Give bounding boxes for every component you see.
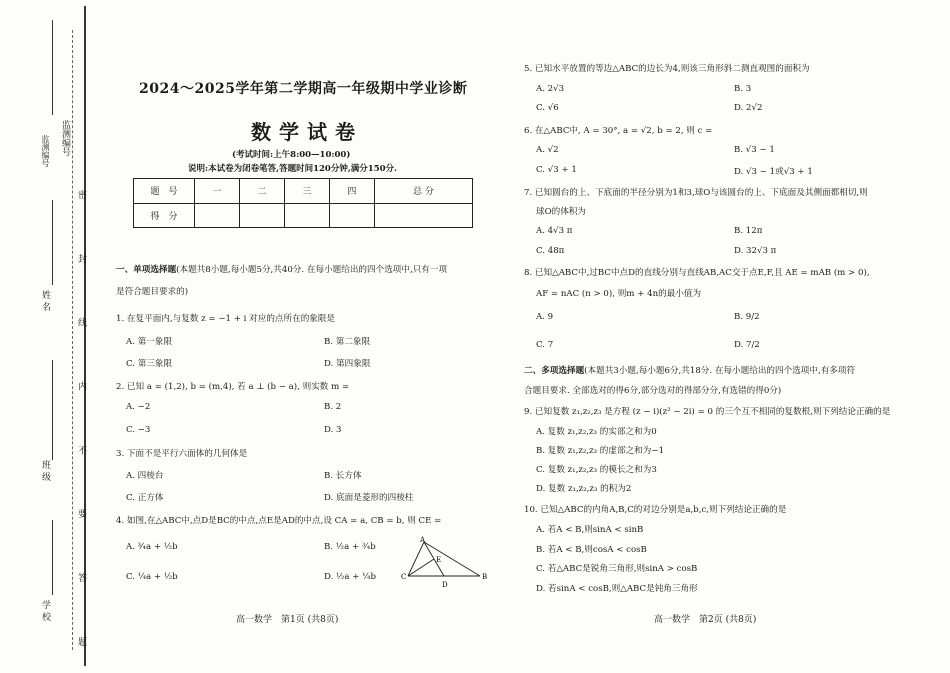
q8-stem: 8. 已知△ABC中,过BC中点D的直线分别与直线AB,AC交于点E,F,且 AE = mAB (m > 0),	[524, 268, 870, 278]
q10-stem: 10. 已知△ABC的内角A,B,C的对边分别是a,b,c,则下列结论正确的是	[524, 505, 787, 515]
score-cell[interactable]	[239, 203, 284, 228]
q4-option-c: C. ¼a + ½b	[126, 572, 178, 582]
score-table	[133, 178, 473, 228]
q10-option-c: C. 若△ABC是锐角三角形,则sinA > cosB	[536, 564, 698, 574]
monitor-field-label: 监测编号	[41, 135, 50, 167]
label-b: B	[482, 573, 488, 581]
q5-option-a: A. 2√3	[536, 84, 565, 94]
q5-option-b: B. 3	[734, 84, 752, 94]
table-cell: 总 分	[374, 179, 472, 204]
paper-title: 数学试卷	[251, 120, 363, 144]
table-cell: 得 分	[134, 203, 195, 228]
class-line	[52, 360, 53, 460]
q6-option-c: C. √3 + 1	[536, 165, 577, 175]
q1-option-d: D. 第四象限	[324, 359, 371, 369]
monitor-number-label: 监测编号	[60, 120, 70, 156]
q1-stem: 1. 在复平面内,与复数 z = −1 + i 对应的点所在的象限是	[116, 314, 336, 324]
q7-option-c: C. 48π	[536, 246, 565, 256]
q3-stem: 3. 下面不是平行六面体的几何体是	[116, 449, 248, 459]
school-line	[52, 520, 53, 595]
score-cell[interactable]	[284, 203, 329, 228]
q1-option-a: A. 第一象限	[126, 337, 173, 347]
q10-option-d: D. 若sinA < cosB,则△ABC是钝角三角形	[536, 584, 698, 594]
table-cell: 二	[239, 179, 284, 204]
q4-option-a: A. ¾a + ½b	[126, 542, 178, 552]
q7-stem-cont: 球O的体积为	[536, 207, 587, 217]
school-label: 学 校	[40, 600, 50, 621]
label-e: E	[436, 556, 442, 564]
q2-option-c: C. −3	[126, 425, 151, 435]
table-cell: 一	[195, 179, 240, 204]
footer-page1: 高一数学 第1页 (共8页)	[236, 615, 339, 625]
q10-option-a: A. 若A < B,则sinA < sinB	[536, 525, 644, 535]
q8-option-b: B. 9/2	[734, 312, 760, 322]
q10-option-b: B. 若A < B,则cosA < cosB	[536, 545, 647, 555]
score-cell[interactable]	[374, 203, 472, 228]
q7-option-b: B. 12π	[734, 226, 763, 236]
label-a: A	[420, 536, 426, 544]
triangle-figure	[398, 534, 490, 590]
q8-stem-cont: AF = nAC (n > 0), 则m + 4n的最小值为	[536, 289, 702, 299]
name-line	[52, 200, 53, 285]
q6-option-b: B. √3 − 1	[734, 145, 775, 155]
score-table-header-row	[134, 179, 473, 204]
section2-heading: 二、多项选择题(本题共3小题,每小题6分,共18分. 在每小题给出的四个选项中,有多项符	[524, 366, 856, 376]
monitor-number-line	[52, 20, 53, 115]
seal-line	[72, 30, 73, 650]
q7-option-d: D. 32√3 π	[734, 246, 777, 256]
q3-option-b: B. 长方体	[324, 471, 362, 481]
table-cell: 四	[329, 179, 374, 204]
q2-option-d: D. 3	[324, 425, 342, 435]
q3-option-d: D. 底面是菱形的四棱柱	[324, 493, 414, 503]
q6-option-a: A. √2	[536, 145, 559, 155]
q7-option-a: A. 4√3 π	[536, 226, 573, 236]
no-answer-notice: 密 封 线 内 不 要 答 题	[76, 190, 86, 673]
section2-desc-cont: 合题目要求. 全部选对的得6分,部分选对的得部分分,有选错的得0分)	[524, 386, 782, 396]
q5-option-d: D. 2√2	[734, 103, 763, 113]
q6-option-d: D. √3 − 1或√3 + 1	[734, 167, 813, 177]
q8-option-d: D. 7/2	[734, 340, 760, 350]
q6-stem: 6. 在△ABC中, A = 30°, a = √2, b = 2, 则 c =	[524, 126, 713, 136]
q9-option-a: A. 复数 z₁,z₂,z₃ 的实部之和为0	[536, 427, 657, 437]
q1-option-c: C. 第三象限	[126, 359, 173, 369]
footer-page2: 高一数学 第2页 (共8页)	[654, 615, 757, 625]
q9-stem: 9. 已知复数 z₁,z₂,z₃ 是方程 (z − i)(z² − 2i) = 0 的三个互不相同的复数根,则下列结论正确的是	[524, 407, 891, 417]
section1-heading: 一、单项选择题(本题共8小题,每小题5分,共40分. 在每小题给出的四个选项中,只有一项	[116, 265, 448, 275]
label-d: D	[442, 581, 448, 589]
q7-stem: 7. 已知圆台的上、下底面的半径分别为1和3,球O与该圆台的上、下底面及其侧面都相切,则	[524, 188, 868, 198]
score-cell[interactable]	[195, 203, 240, 228]
class-label: 班 级	[40, 460, 50, 481]
score-cell[interactable]	[329, 203, 374, 228]
q5-option-c: C. √6	[536, 103, 559, 113]
q2-option-b: B. 2	[324, 402, 342, 412]
q1-option-b: B. 第二象限	[324, 337, 371, 347]
q9-option-c: C. 复数 z₁,z₂,z₃ 的模长之和为3	[536, 465, 657, 475]
label-c: C	[401, 573, 407, 581]
q5-stem: 5. 已知水平放置的等边△ABC的边长为4,则该三角形斜二测直观图的面积为	[524, 64, 810, 74]
section1-desc-cont: 是符合题目要求的)	[116, 287, 189, 297]
q3-option-c: C. 正方体	[126, 493, 164, 503]
q4-stem: 4. 如图,在△ABC中,点D是BC的中点,点E是AD的中点,设 CA = a, CB = b, 则 CE =	[116, 516, 442, 526]
q8-option-a: A. 9	[536, 312, 554, 322]
q3-option-a: A. 四棱台	[126, 471, 164, 481]
score-table-score-row	[134, 203, 473, 228]
name-label: 姓 名	[40, 290, 50, 311]
q9-option-d: D. 复数 z₁,z₂,z₃ 的积为2	[536, 484, 632, 494]
q2-option-a: A. −2	[126, 402, 151, 412]
q9-option-b: B. 复数 z₁,z₂,z₃ 的虚部之和为−1	[536, 446, 665, 456]
instructions: 说明:本试卷为闭卷笔答,答题时间120分钟,满分150分.	[188, 164, 398, 174]
table-cell: 三	[284, 179, 329, 204]
table-cell: 题 号	[134, 179, 195, 204]
q4-option-d: D. ½a + ¼b	[324, 572, 376, 582]
q2-stem: 2. 已知 a = (1,2), b = (m,4), 若 a ⊥ (b − a), 则实数 m =	[116, 382, 350, 392]
q4-option-b: B. ½a + ¾b	[324, 542, 376, 552]
exam-title: 2024～2025学年第二学期高一年级期中学业诊断	[139, 81, 468, 97]
q8-option-c: C. 7	[536, 340, 554, 350]
exam-time: (考试时间:上午8:00—10:00)	[232, 150, 351, 160]
